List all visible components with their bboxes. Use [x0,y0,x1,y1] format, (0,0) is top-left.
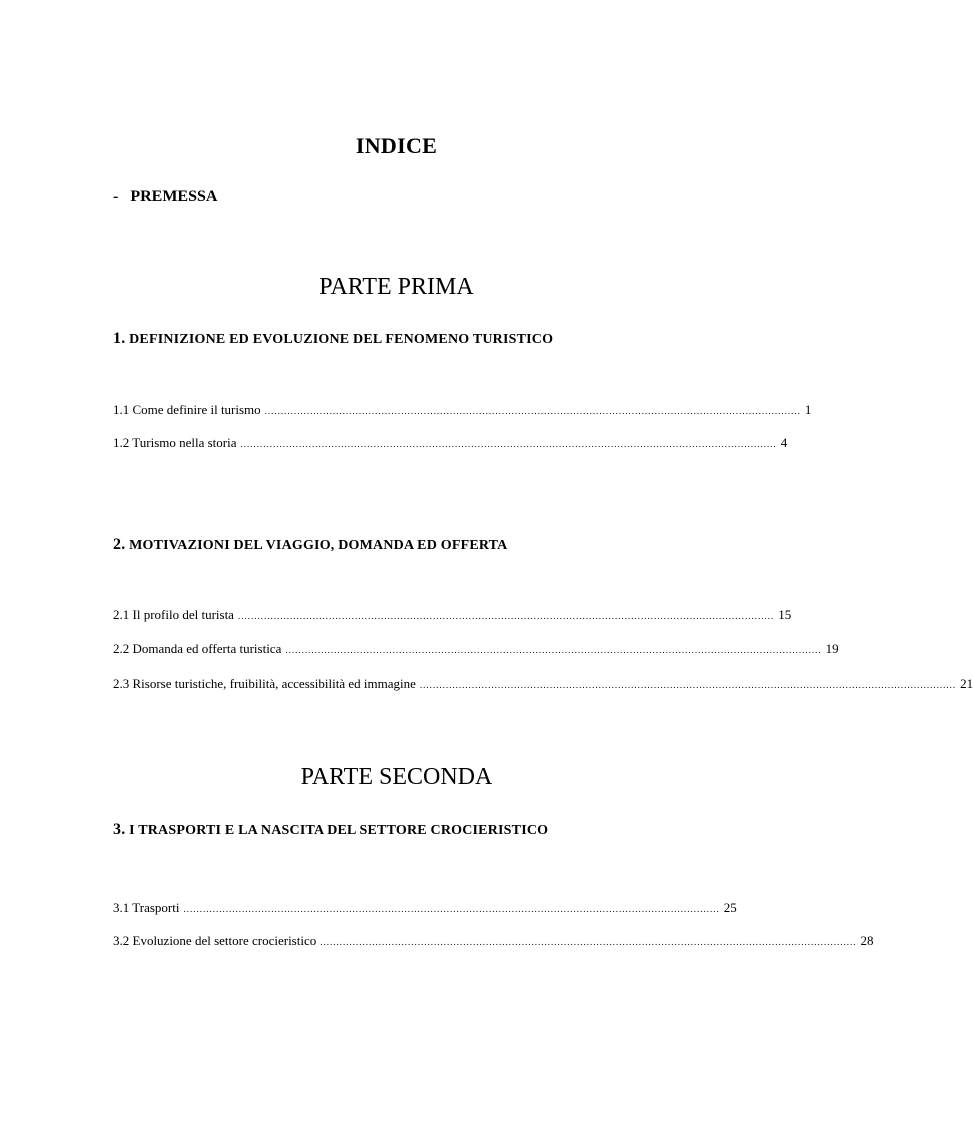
chapter-title: I TRASPORTI E LA NASCITA DEL SETTORE CROCIERISTICO [129,823,549,838]
toc-entry-page: 19 [825,641,839,656]
chapter-number: 1. [113,330,126,347]
premessa-label: PREMESSA [130,188,218,205]
leader-dots: ..................................................................................................................................................................... [183,904,720,914]
index-title: INDICE [355,133,438,158]
leader-dots: ..................................................................................................................................................................... [264,406,801,416]
toc-entry-label: 3.2 Evoluzione del settore crocieristico [113,933,317,948]
premessa-bullet: - [113,188,119,205]
toc-entry-page: 15 [778,607,792,622]
toc-entry-page: 25 [723,900,737,915]
toc-entry[interactable] [113,607,792,623]
chapter-title: MOTIVAZIONI DEL VIAGGIO, DOMANDA ED OFFERTA [129,538,508,553]
toc-entry[interactable] [113,402,812,418]
premessa-entry [113,188,217,206]
chapter-heading [113,330,553,348]
toc-entry[interactable] [113,900,737,916]
leader-dots: ..................................................................................................................................................................... [240,439,777,449]
toc-entry-label: 2.1 Il profilo del turista [113,607,234,622]
toc-entry-page: 4 [780,435,788,450]
leader-dots: ..................................................................................................................................................................... [419,680,957,690]
leader-dots: ..................................................................................................................................................................... [320,937,857,947]
toc-entry-page: 1 [804,402,812,417]
part-title: PARTE PRIMA [319,274,474,300]
toc-entry[interactable] [113,933,874,949]
toc-entry-label: 2.2 Domanda ed offerta turistica [113,641,282,656]
chapter-heading [113,821,548,839]
toc-entry-label: 3.1 Trasporti [113,900,180,915]
toc-entry[interactable] [113,676,973,692]
toc-entry-label: 1.1 Come definire il turismo [113,402,261,417]
chapter-number: 3. [113,821,126,838]
chapter-title: DEFINIZIONE ED EVOLUZIONE DEL FENOMENO TURISTICO [129,332,554,347]
toc-entry[interactable] [113,641,839,657]
leader-dots: ..................................................................................................................................................................... [237,611,775,621]
chapter-heading [113,536,508,554]
toc-entry-label: 1.2 Turismo nella storia [113,435,237,450]
toc-entry-page: 28 [860,933,874,948]
part-title: PARTE SECONDA [300,764,493,790]
toc-entry-page: 21 [960,676,973,691]
leader-dots: ..................................................................................................................................................................... [285,645,822,655]
toc-entry[interactable] [113,435,788,451]
toc-entry-label: 2.3 Risorse turistiche, fruibilità, accessibilità ed immagine [113,676,416,691]
chapter-number: 2. [113,536,126,553]
